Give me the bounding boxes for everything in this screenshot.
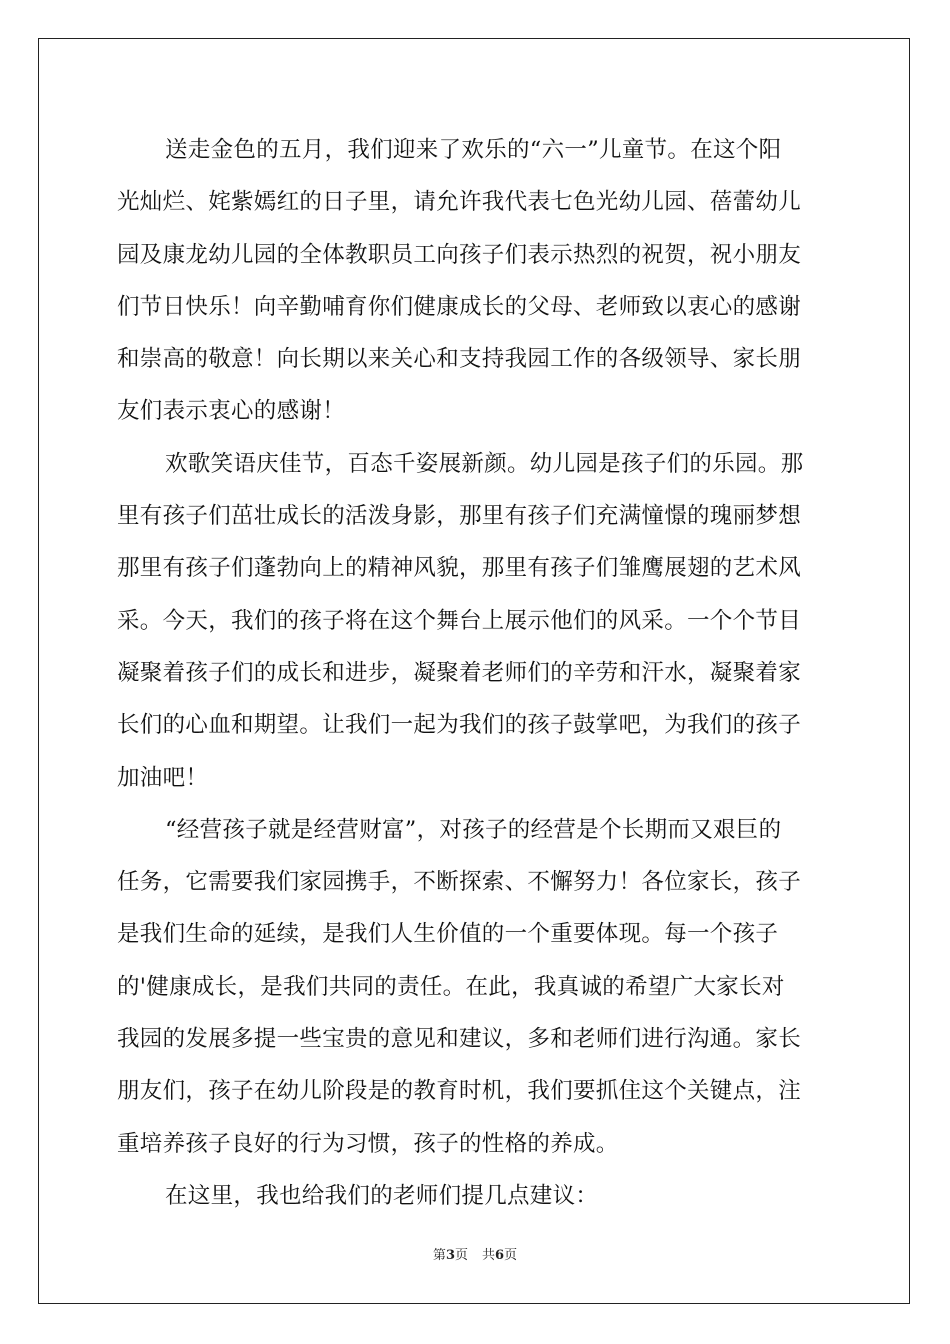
paragraph-2-line-1: 欢歌笑语庆佳节，百态千姿展新颜。幼儿园是孩子们的乐园。那 (165, 450, 804, 477)
paragraph-3-line-4: 的'健康成长，是我们共同的责任。在此，我真诚的希望广大家长对 (117, 973, 785, 1000)
paragraph-1-line-6: 友们表示衷心的感谢！ (117, 398, 346, 425)
paragraph-2-line-3: 那里有孩子们蓬勃向上的精神风貌，那里有孩子们雏鹰展翅的艺术风 (117, 555, 802, 582)
paragraph-1-line-5: 和崇高的敬意！向长期以来关心和支持我园工作的各级领导、家长朋 (117, 346, 802, 373)
paragraph-3-line-6: 朋友们，孩子在幼儿阶段是的教育时机，我们要抓住这个关键点，注 (117, 1078, 802, 1105)
total-prefix: 共 (482, 1248, 496, 1263)
total-pages: 6 (495, 1248, 505, 1263)
page-prefix: 第 (432, 1248, 446, 1263)
total-suffix: 页 (504, 1248, 518, 1263)
paragraph-3-line-5: 我园的发展多提一些宝贵的意见和建议，多和老师们进行沟通。家长 (117, 1026, 802, 1053)
paragraph-3-line-2: 任务，它需要我们家园携手，不断探索、不懈努力！各位家长，孩子 (117, 869, 802, 896)
paragraph-1-line-2: 光灿烂、姹紫嫣红的日子里，请允许我代表七色光幼儿园、蓓蕾幼儿 (117, 189, 802, 216)
paragraph-2-line-4: 采。今天，我们的孩子将在这个舞台上展示他们的风采。一个个节目 (117, 607, 802, 634)
paragraph-3-line-7: 重培养孩子良好的行为习惯，孩子的性格的养成。 (117, 1130, 619, 1157)
paragraph-3-line-3: 是我们生命的延续，是我们人生价值的一个重要体现。每一个孩子 (117, 921, 779, 948)
page-footer (0, 1244, 950, 1263)
document-body (117, 124, 833, 1222)
paragraph-2-line-2: 里有孩子们茁壮成长的活泼身影，那里有孩子们充满憧憬的瑰丽梦想 (117, 503, 802, 530)
page-number: 3 (445, 1248, 455, 1263)
paragraph-1-line-1: 送走金色的五月，我们迎来了欢乐的“六一”儿童节。在这个阳 (165, 137, 782, 163)
paragraph-2-line-6: 长们的心血和期望。让我们一起为我们的孩子鼓掌吧，为我们的孩子 (117, 712, 802, 739)
page-suffix: 页 (454, 1248, 468, 1263)
paragraph-1-line-3: 园及康龙幼儿园的全体教职员工向孩子们表示热烈的祝贺，祝小朋友 (117, 241, 802, 268)
paragraph-2-line-7: 加油吧！ (117, 764, 209, 791)
paragraph-2-line-5: 凝聚着孩子们的成长和进步，凝聚着老师们的辛劳和汗水，凝聚着家 (117, 659, 802, 686)
paragraph-4-line-1: 在这里，我也给我们的老师们提几点建议： (165, 1182, 599, 1209)
paragraph-3-line-1: “经营孩子就是经营财富”，对孩子的经营是个长期而又艰巨的 (165, 816, 782, 843)
paragraph-1-line-4: 们节日快乐！向辛勤哺育你们健康成长的父母、老师致以衷心的感谢 (117, 293, 802, 320)
